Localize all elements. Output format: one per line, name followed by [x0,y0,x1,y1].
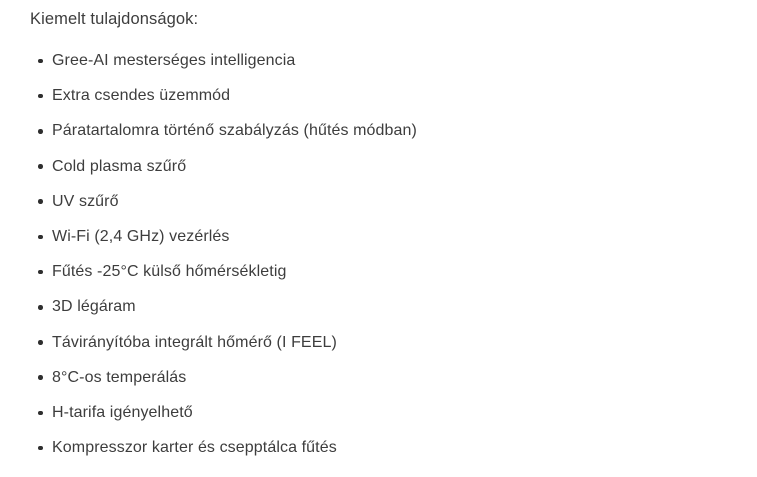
list-item [30,437,737,459]
list-item-text: Wi-Fi (2,4 GHz) vezérlés [52,227,230,245]
list-item [30,332,737,354]
bullet-icon [38,305,43,310]
list-item [30,367,737,389]
list-item [30,85,737,107]
list-item-text: Kompresszor karter és csepptálca fűtés [52,439,337,457]
list-item [30,296,737,318]
list-item-text: H-tarifa igényelhető [52,403,193,421]
features-heading: Kiemelt tulajdonságok: [30,10,199,28]
list-item-text: UV szűrő [52,192,119,210]
bullet-icon [38,270,43,275]
bullet-icon [38,59,43,64]
bullet-icon [38,164,43,169]
list-item-text: Cold plasma szűrő [52,157,187,175]
bullet-icon [38,199,43,204]
list-item-text: Páratartalomra történő szabályzás (hűtés módban) [52,122,417,140]
list-item-text: Távirányítóba integrált hőmérő (I FEEL) [52,333,337,351]
list-item [30,402,737,424]
list-item-text: Gree-AI mesterséges intelligencia [52,52,296,69]
list-item [30,191,737,213]
list-item [30,156,737,178]
bullet-icon [38,411,43,416]
bullet-icon [38,94,43,99]
bullet-icon [38,375,43,380]
bullet-icon [38,129,43,134]
bullet-icon [38,340,43,345]
list-item [30,226,737,248]
list-item [30,50,737,72]
list-item-text: Fűtés -25°C külső hőmérsékletig [52,263,287,281]
bullet-icon [38,235,43,240]
list-item-text: Extra csendes üzemmód [52,87,231,105]
list-item [30,120,737,142]
list-item-text: 8°C-os temperálás [52,368,187,386]
bullet-icon [38,446,43,451]
list-item-text: 3D légáram [52,298,136,316]
list-item [30,261,737,283]
features-list [30,50,737,459]
